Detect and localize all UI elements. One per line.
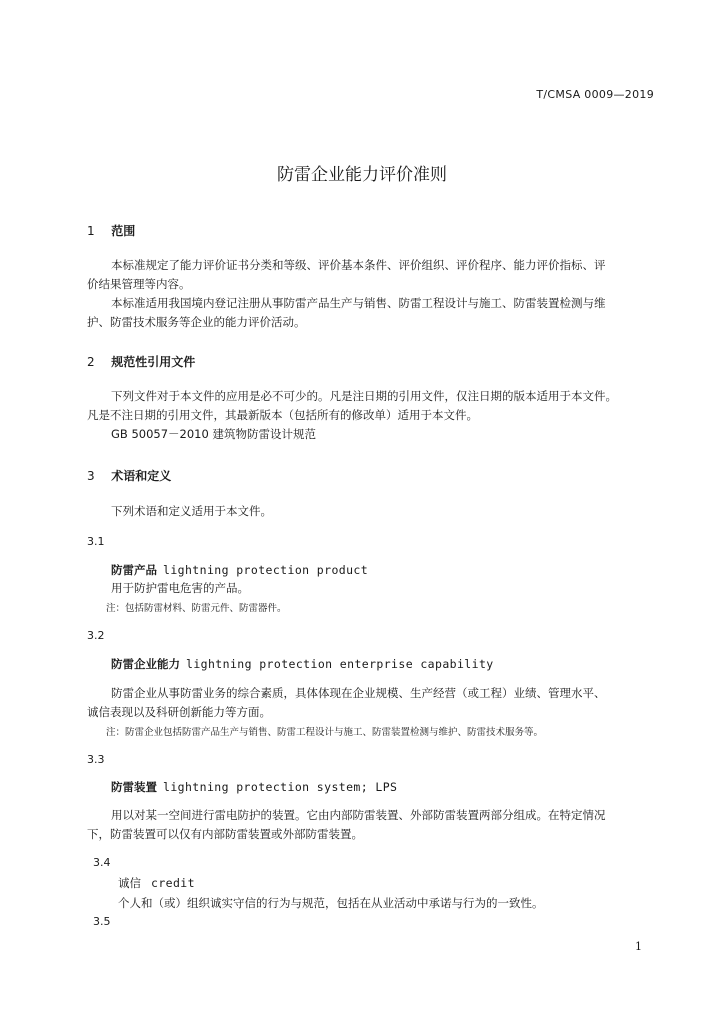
paragraph-line: 诚信表现以及科研创新能力等方面。: [87, 705, 271, 719]
term-note: 注：防雷企业包括防雷产品生产与销售、防雷工程设计与施工、防雷装置检测与维护、防雷技术服务等。: [106, 727, 544, 738]
section-title: 术语和定义: [111, 469, 172, 483]
term-zh: 防雷装置: [111, 780, 157, 794]
term-number: 3.2: [87, 629, 105, 642]
term-heading: [111, 656, 494, 672]
term-heading: [118, 875, 195, 891]
term-en: lightning protection enterprise capability: [186, 657, 494, 671]
term-en: credit: [151, 876, 195, 890]
section-title: 范围: [111, 224, 136, 238]
term-en: lightning protection product: [163, 563, 369, 577]
term-zh: 防雷企业能力: [111, 657, 180, 671]
term-zh: 防雷产品: [111, 563, 157, 577]
section-number: 1: [87, 224, 95, 238]
term-heading: [111, 779, 397, 795]
paragraph-line: 下，防雷装置可以仅有内部防雷装置或外部防雷装置。: [87, 827, 363, 841]
term-number: 3.1: [87, 535, 105, 548]
section-number: 2: [87, 355, 95, 369]
document-title: 防雷企业能力评价准则: [277, 165, 447, 185]
term-number: 3.4: [93, 856, 111, 869]
paragraph-line: 价结果管理等内容。: [87, 277, 191, 291]
paragraph-line: 防雷企业从事防雷业务的综合素质，具体体现在企业规模、生产经营（或工程）业绩、管理水平、: [111, 686, 606, 700]
normative-reference: GB 50057－2010 建筑物防雷设计规范: [111, 427, 316, 441]
paragraph-line: 下列文件对于本文件的应用是必不可少的。凡是注日期的引用文件，仅注日期的版本适用于本文件。: [111, 389, 617, 403]
section-2-heading: [87, 353, 195, 370]
standard-code: T/CMSA 0009—2019: [536, 88, 654, 101]
section-3-heading: [87, 467, 171, 484]
term-heading: [111, 562, 368, 578]
term-note: 注：包括防雷材料、防雷元件、防雷器件。: [106, 603, 287, 614]
page-number: 1: [635, 940, 642, 953]
paragraph-line: 本标准适用我国境内登记注册从事防雷产品生产与销售、防雷工程设计与施工、防雷装置检测与维: [111, 296, 606, 310]
term-zh: 诚信: [118, 876, 141, 890]
paragraph-line: 护、防雷技术服务等企业的能力评价活动。: [87, 315, 306, 329]
section-number: 3: [87, 469, 95, 483]
term-definition: 个人和（或）组织诚实守信的行为与规范，包括在从业活动中承诺与行为的一致性。: [118, 896, 544, 910]
section-1-heading: [87, 222, 135, 239]
term-en: lightning protection system; LPS: [163, 780, 398, 794]
term-number: 3.3: [87, 753, 105, 766]
section-title: 规范性引用文件: [111, 355, 196, 369]
paragraph-line: 本标准规定了能力评价证书分类和等级、评价基本条件、评价组织、评价程序、能力评价指标、评: [111, 258, 606, 272]
paragraph-line: 凡是不注日期的引用文件，其最新版本（包括所有的修改单）适用于本文件。: [87, 408, 478, 422]
paragraph-line: 用以对某一空间进行雷电防护的装置。它由内部防雷装置、外部防雷装置两部分组成。在特定情况: [111, 808, 606, 822]
paragraph-line: 下列术语和定义适用于本文件。: [111, 504, 272, 518]
term-definition: 用于防护雷电危害的产品。: [111, 581, 249, 595]
term-number: 3.5: [93, 915, 111, 928]
